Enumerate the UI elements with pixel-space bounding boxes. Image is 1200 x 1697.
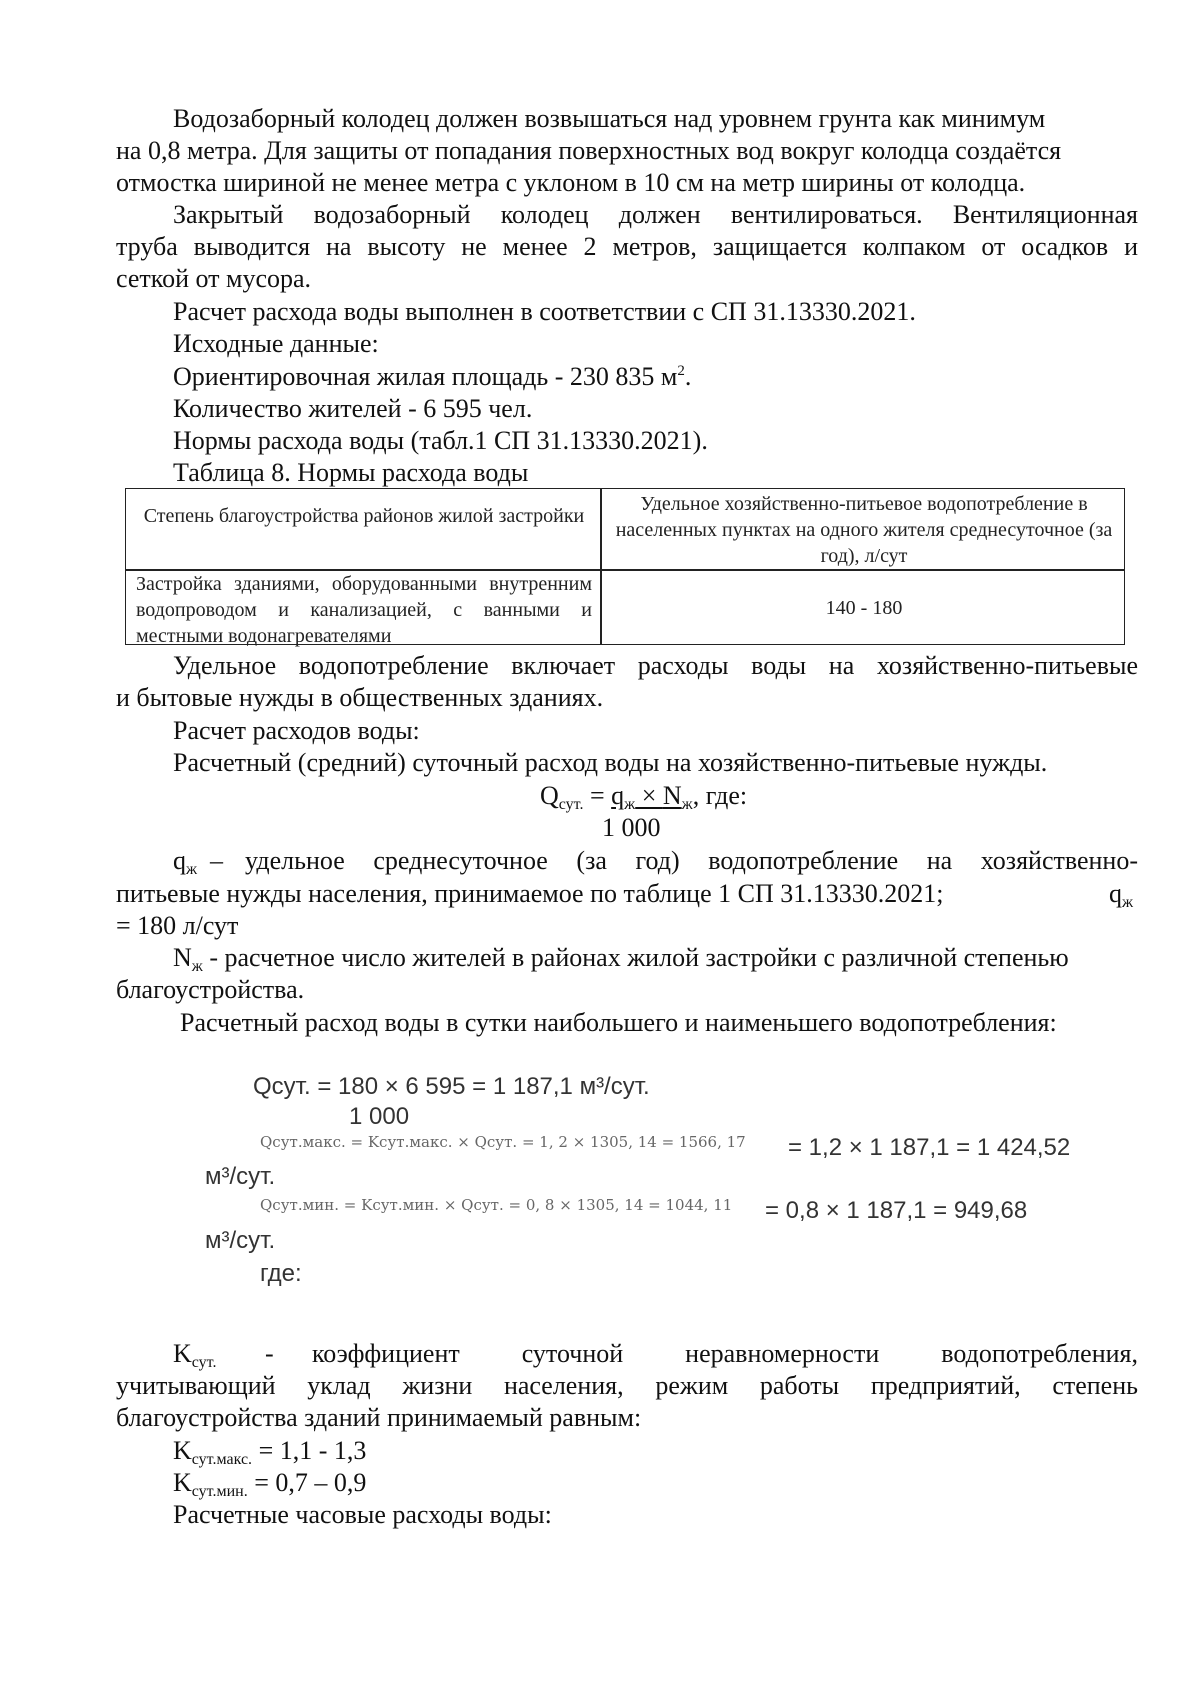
formula-general: [540, 780, 747, 816]
q-subscript: ж: [1122, 894, 1134, 911]
paragraph-line: Расчет расходов воды:: [173, 716, 420, 745]
paragraph-line: Расчетные часовые расходы воды:: [173, 1500, 552, 1529]
dash: –: [210, 846, 223, 875]
paragraph-line: удельное среднесуточное (за год) водопотребление на хозяйственно-: [245, 846, 1138, 875]
paragraph-line: благоустройства.: [116, 975, 305, 1004]
q-subscript: ж: [186, 861, 198, 878]
table-header-col2: Удельное хозяйственно-питьевое водопотребление в населенных пунктах на одного жителя среднесуточное (за год), л/сут: [615, 493, 1113, 567]
formula-subscript: ж: [624, 796, 636, 813]
formula-denominator: 1 000: [602, 813, 661, 842]
paragraph-line: труба выводится на высоту не менее 2 метров, защищается колпаком от осадков и: [116, 232, 1138, 261]
k-subscript: сут.макс.: [191, 1451, 253, 1468]
paragraph-line: питьевые нужды населения, принимаемое по таблице 1 СП 31.13330.2021;: [116, 879, 944, 908]
paragraph-line: Водозаборный колодец должен возвышаться над уровнем грунта как минимум: [173, 104, 1046, 133]
area-text: Ориентировочная жилая площадь - 230 835 м: [173, 362, 678, 391]
paragraph-line: Количество жителей - 6 595 чел.: [173, 394, 533, 423]
formula-subscript: ж: [681, 796, 693, 813]
q-symbol: [1109, 878, 1133, 914]
paragraph-line: коэффициент суточной неравномерности водопотребления,: [312, 1339, 1138, 1368]
paragraph-line: сеткой от мусора.: [116, 264, 312, 293]
formula-calc-max-result: = 1,2 × 1 187,1 = 1 424,52: [788, 1134, 1071, 1161]
hyphen: -: [265, 1339, 274, 1368]
q-letter: q: [1109, 879, 1122, 908]
formula-calc-qday: Qсут. = 180 × 6 595 = 1 187,1 м³/сут.: [253, 1073, 650, 1100]
k-letter: K: [173, 1468, 192, 1497]
k-letter: K: [173, 1339, 192, 1368]
paragraph-line: и бытовые нужды в общественных зданиях.: [116, 683, 604, 712]
k-max-line: [173, 1435, 366, 1471]
formula-where: , где:: [692, 781, 748, 810]
paragraph-line: = 180 л/сут: [116, 911, 239, 940]
paragraph-line: учитывающий уклад жизни населения, режим работы предприятий, степень: [116, 1371, 1138, 1400]
formula-calc-min-result: = 0,8 × 1 187,1 = 949,68: [765, 1197, 1028, 1224]
k-subscript: сут.мин.: [191, 1483, 248, 1500]
superscript: 2: [677, 363, 685, 379]
water-norms-table: [125, 488, 1125, 645]
q-symbol: [173, 845, 197, 881]
formula-calc-unit: м³/сут.: [205, 1227, 276, 1254]
table-cell-row1-col2: 140 - 180: [825, 597, 903, 619]
paragraph-line: отмостка шириной не менее метра с уклоном в 10 см на метр ширины от колодца.: [116, 168, 1026, 197]
paragraph-line: на 0,8 метра. Для защиты от попадания поверхностных вод вокруг колодца создаётся: [116, 136, 1062, 165]
formula-calc-min-small: Qсут.мин. = Kсут.мин. × Qсут. = 0, 8 × 1305, 14 = 1044, 11: [260, 1196, 733, 1214]
formula-calc-max-small: Qсут.макс. = Kсут.макс. × Qсут. = 1, 2 × 1305, 14 = 1566, 17: [260, 1133, 746, 1151]
paragraph-line: Расчетный (средний) суточный расход воды на хозяйственно-питьевые нужды.: [173, 748, 1048, 777]
period: .: [684, 362, 692, 391]
table-caption: Таблица 8. Нормы расхода воды: [173, 458, 529, 487]
k-max-value: = 1,1 - 1,3: [258, 1436, 367, 1465]
k-symbol: [173, 1338, 216, 1374]
paragraph-line: Расчет расхода воды выполнен в соответствии с СП 31.13330.2021.: [173, 297, 916, 326]
paragraph-line: благоустройства зданий принимаемый равным:: [116, 1403, 642, 1432]
paragraph-line: [173, 361, 691, 393]
formula-numerator: [611, 781, 693, 813]
formula-n: N: [662, 781, 682, 810]
table-cell-row1-col1: Застройка зданиями, оборудованными внутренним водопроводом и канализацией, с ванными и местными водонагревателями: [136, 573, 592, 647]
formula-times: ×: [635, 781, 663, 810]
formula-q: q: [611, 781, 625, 810]
k-letter: K: [173, 1436, 192, 1465]
paragraph-line: Исходные данные:: [173, 329, 379, 358]
formula-calc-denominator: 1 000: [349, 1103, 410, 1130]
formula-calc-unit: м³/сут.: [205, 1163, 276, 1190]
paragraph-line: [173, 942, 1069, 978]
k-min-value: = 0,7 – 0,9: [254, 1468, 367, 1497]
n-description: - расчетное число жителей в районах жилой застройки с различной степенью: [209, 943, 1069, 972]
paragraph-line: Расчетный расход воды в сутки наибольшего и наименьшего водопотребления:: [180, 1008, 1057, 1037]
q-letter: q: [173, 846, 186, 875]
formula-q-symbol: Q: [540, 781, 559, 810]
k-subscript: сут.: [191, 1354, 217, 1371]
formula-subscript: сут.: [558, 796, 584, 813]
table-header-col1: Степень благоустройства районов жилой застройки: [143, 505, 585, 527]
paragraph-line: Нормы расхода воды (табл.1 СП 31.13330.2021).: [173, 426, 708, 455]
n-letter: N: [173, 943, 192, 972]
formula-calc-where: где:: [260, 1260, 302, 1287]
formula-equals: =: [583, 781, 612, 810]
paragraph-line: Закрытый водозаборный колодец должен вентилироваться. Вентиляционная: [173, 200, 1138, 229]
table-divider-vertical: [600, 489, 602, 644]
k-min-line: [173, 1467, 366, 1503]
paragraph-line: Удельное водопотребление включает расходы воды на хозяйственно-питьевые: [173, 651, 1138, 680]
n-subscript: ж: [191, 958, 203, 975]
